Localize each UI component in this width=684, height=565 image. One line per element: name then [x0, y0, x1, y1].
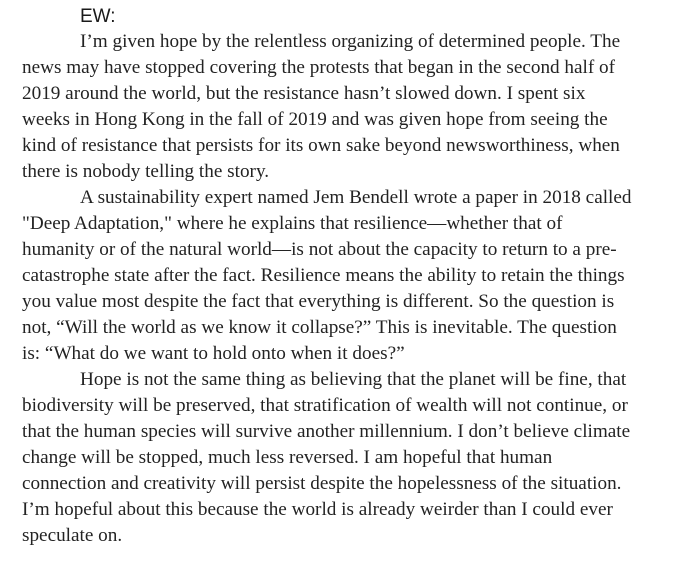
- text-line: catastrophe state after the fact. Resilience means the ability to retain the things: [22, 265, 625, 286]
- text-line: not, “Will the world as we know it collapse?” This is inevitable. The question: [22, 317, 617, 338]
- text-line: speculate on.: [22, 525, 123, 546]
- text-line: connection and creativity will persist despite the hopelessness of the situation.: [22, 473, 622, 494]
- text-line: kind of resistance that persists for its own sake beyond newsworthiness, when: [22, 135, 620, 156]
- text-line: A sustainability expert named Jem Bendell wrote a paper in 2018 called: [80, 187, 632, 208]
- text-line: "Deep Adaptation," where he explains that resilience—whether that of: [22, 213, 563, 234]
- text-line: 2019 around the world, but the resistance hasn’t slowed down. I spent six: [22, 83, 586, 104]
- text-line: I’m hopeful about this because the world is already weirder than I could ever: [22, 499, 613, 520]
- text-line: you value most despite the fact that everything is different. So the question is: [22, 291, 615, 312]
- text-line: I’m given hope by the relentless organizing of determined people. The: [80, 31, 621, 52]
- text-line: change will be stopped, much less reversed. I am hopeful that human: [22, 447, 553, 468]
- paragraph-3: [22, 367, 662, 549]
- text-line: biodiversity will be preserved, that stratification of wealth will not continue, or: [22, 395, 628, 416]
- paragraph-1: [22, 29, 662, 185]
- text-line: there is nobody telling the story.: [22, 161, 270, 182]
- text-line: weeks in Hong Kong in the fall of 2019 and was given hope from seeing the: [22, 109, 608, 130]
- text-line: is: “What do we want to hold onto when it does?”: [22, 343, 405, 364]
- text-line: humanity or of the natural world—is not about the capacity to return to a pre-: [22, 239, 617, 260]
- text-line: that the human species will survive another millennium. I don’t believe climate: [22, 421, 631, 442]
- paragraph-2: [22, 185, 662, 367]
- speaker-label: EW:: [80, 6, 116, 27]
- body-text: [22, 29, 662, 549]
- text-line: news may have stopped covering the protests that began in the second half of: [22, 57, 616, 78]
- text-line: Hope is not the same thing as believing that the planet will be fine, that: [80, 369, 627, 390]
